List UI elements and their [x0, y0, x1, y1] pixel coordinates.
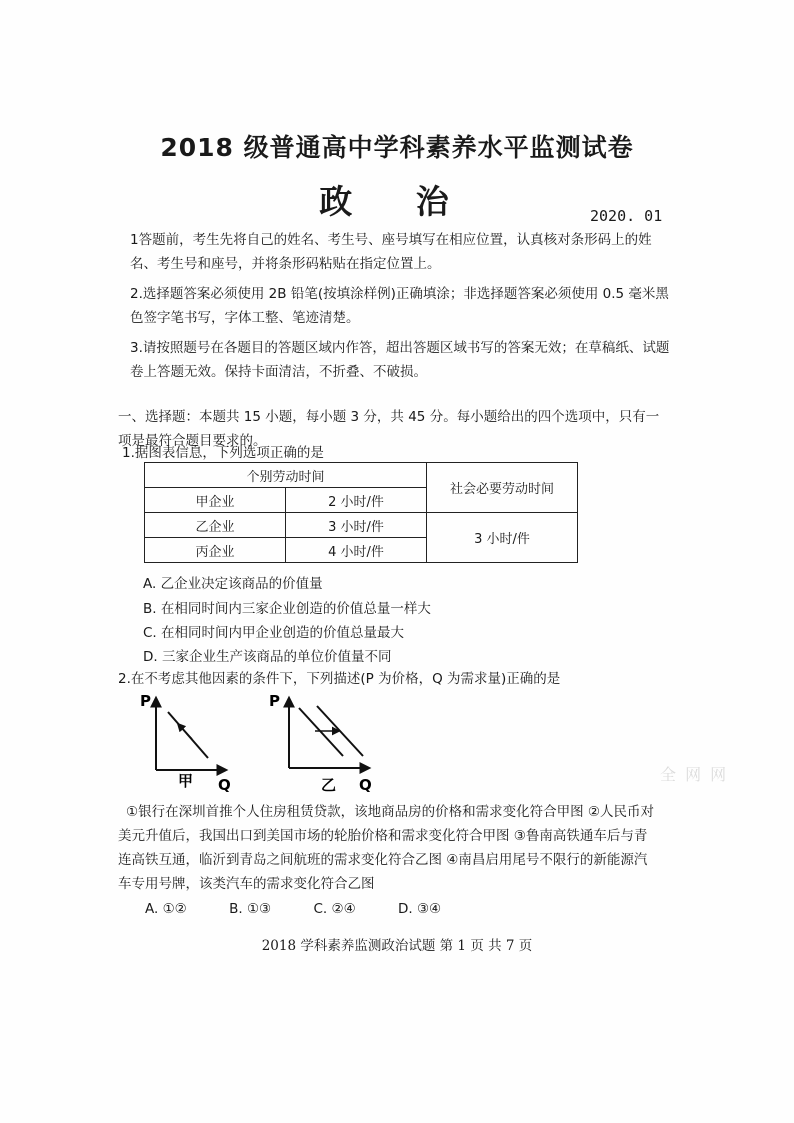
table-cell-time: 3 小时/件: [286, 513, 427, 538]
table-cell-social: 3 小时/件: [427, 513, 578, 563]
question-1-option-d: D. 三家企业生产该商品的单位价值量不同: [143, 649, 392, 665]
table-cell-company: 甲企业: [145, 488, 286, 513]
exam-date: 2020. 01: [590, 207, 663, 225]
labor-time-table: [144, 462, 578, 563]
table-cell-time: 2 小时/件: [286, 488, 427, 513]
question-2-statements: ①银行在深圳首推个人住房租赁贷款，该地商品房的价格和需求变化符合甲图 ②人民币对美元升值后，我国出口到美国市场的轮胎价格和需求变化符合甲图 ③鲁南高铁通车后与青连高铁互通，临沂到青岛之间航班的需求变化符合乙图 ④南昌启用尾号不限行的新能源汽车专用号牌，该类汽车的需求变化符合乙图: [118, 804, 654, 892]
answer-option-b: B. ①③: [229, 901, 272, 917]
graph-jia: [138, 690, 248, 795]
graph-yi: [265, 690, 385, 795]
instruction-item: 1答题前，考生先将自己的姓名、考生号、座号填写在相应位置，认真核对条形码上的姓名、考生号和座号，并将条形码粘贴在指定位置上。: [130, 232, 652, 272]
graph-name: 甲: [178, 772, 194, 790]
instructions: [130, 228, 670, 390]
question-2-answers: [145, 901, 479, 917]
section-heading: 一、选择题：本题共 15 小题，每小题 3 分，共 45 分。每小题给出的四个选项中，只有一项是最符合题目要求的。: [118, 409, 660, 449]
exam-title: 2018 级普通高中学科素养水平监测试卷: [160, 133, 634, 162]
demand-curve-original: [299, 708, 343, 756]
table-cell-company: 丙企业: [145, 538, 286, 563]
table-cell-time: 4 小时/件: [286, 538, 427, 563]
table-header-social: 社会必要劳动时间: [427, 463, 578, 513]
movement-arrow: [178, 724, 192, 739]
answer-option-d: D. ③④: [397, 901, 442, 917]
question-1-option-a: A. 乙企业决定该商品的价值量: [143, 576, 323, 592]
instruction-item: 3.请按照题号在各题目的答题区域内作答，超出答题区域书写的答案无效；在草稿纸、试题卷上答题无效。保持卡面清洁，不折叠、不破损。: [130, 340, 670, 380]
subject-title: 政 治: [319, 182, 475, 221]
axis-label-q: Q: [359, 776, 372, 794]
question-1-option-b: B. 在相同时间内三家企业创造的价值总量一样大: [143, 601, 431, 617]
page-footer: 2018 学科素养监测政治试题 第 1 页 共 7 页: [261, 938, 533, 954]
axis-label-p: P: [140, 692, 151, 710]
axis-label-p: P: [269, 692, 280, 710]
question-2-stem: 2.在不考虑其他因素的条件下，下列描述(P 为价格，Q 为需求量)正确的是: [118, 671, 561, 687]
instruction-item: 2.选择题答案必须使用 2B 铅笔(按填涂样例)正确填涂；非选择题答案必须使用 0.5 毫米黑色签字笔书写，字体工整、笔迹清楚。: [130, 286, 669, 326]
answer-option-c: C. ②④: [313, 901, 356, 917]
watermark: 全 网 网: [660, 765, 729, 784]
axis-label-q: Q: [218, 776, 231, 794]
question-1-stem: 1.据图表信息，下列选项正确的是: [122, 445, 324, 461]
graph-name: 乙: [321, 776, 337, 794]
answer-option-a: A. ①②: [145, 901, 187, 917]
table-cell-company: 乙企业: [145, 513, 286, 538]
question-1-option-c: C. 在相同时间内甲企业创造的价值总量最大: [143, 625, 405, 641]
table-header-individual: 个别劳动时间: [145, 463, 427, 488]
